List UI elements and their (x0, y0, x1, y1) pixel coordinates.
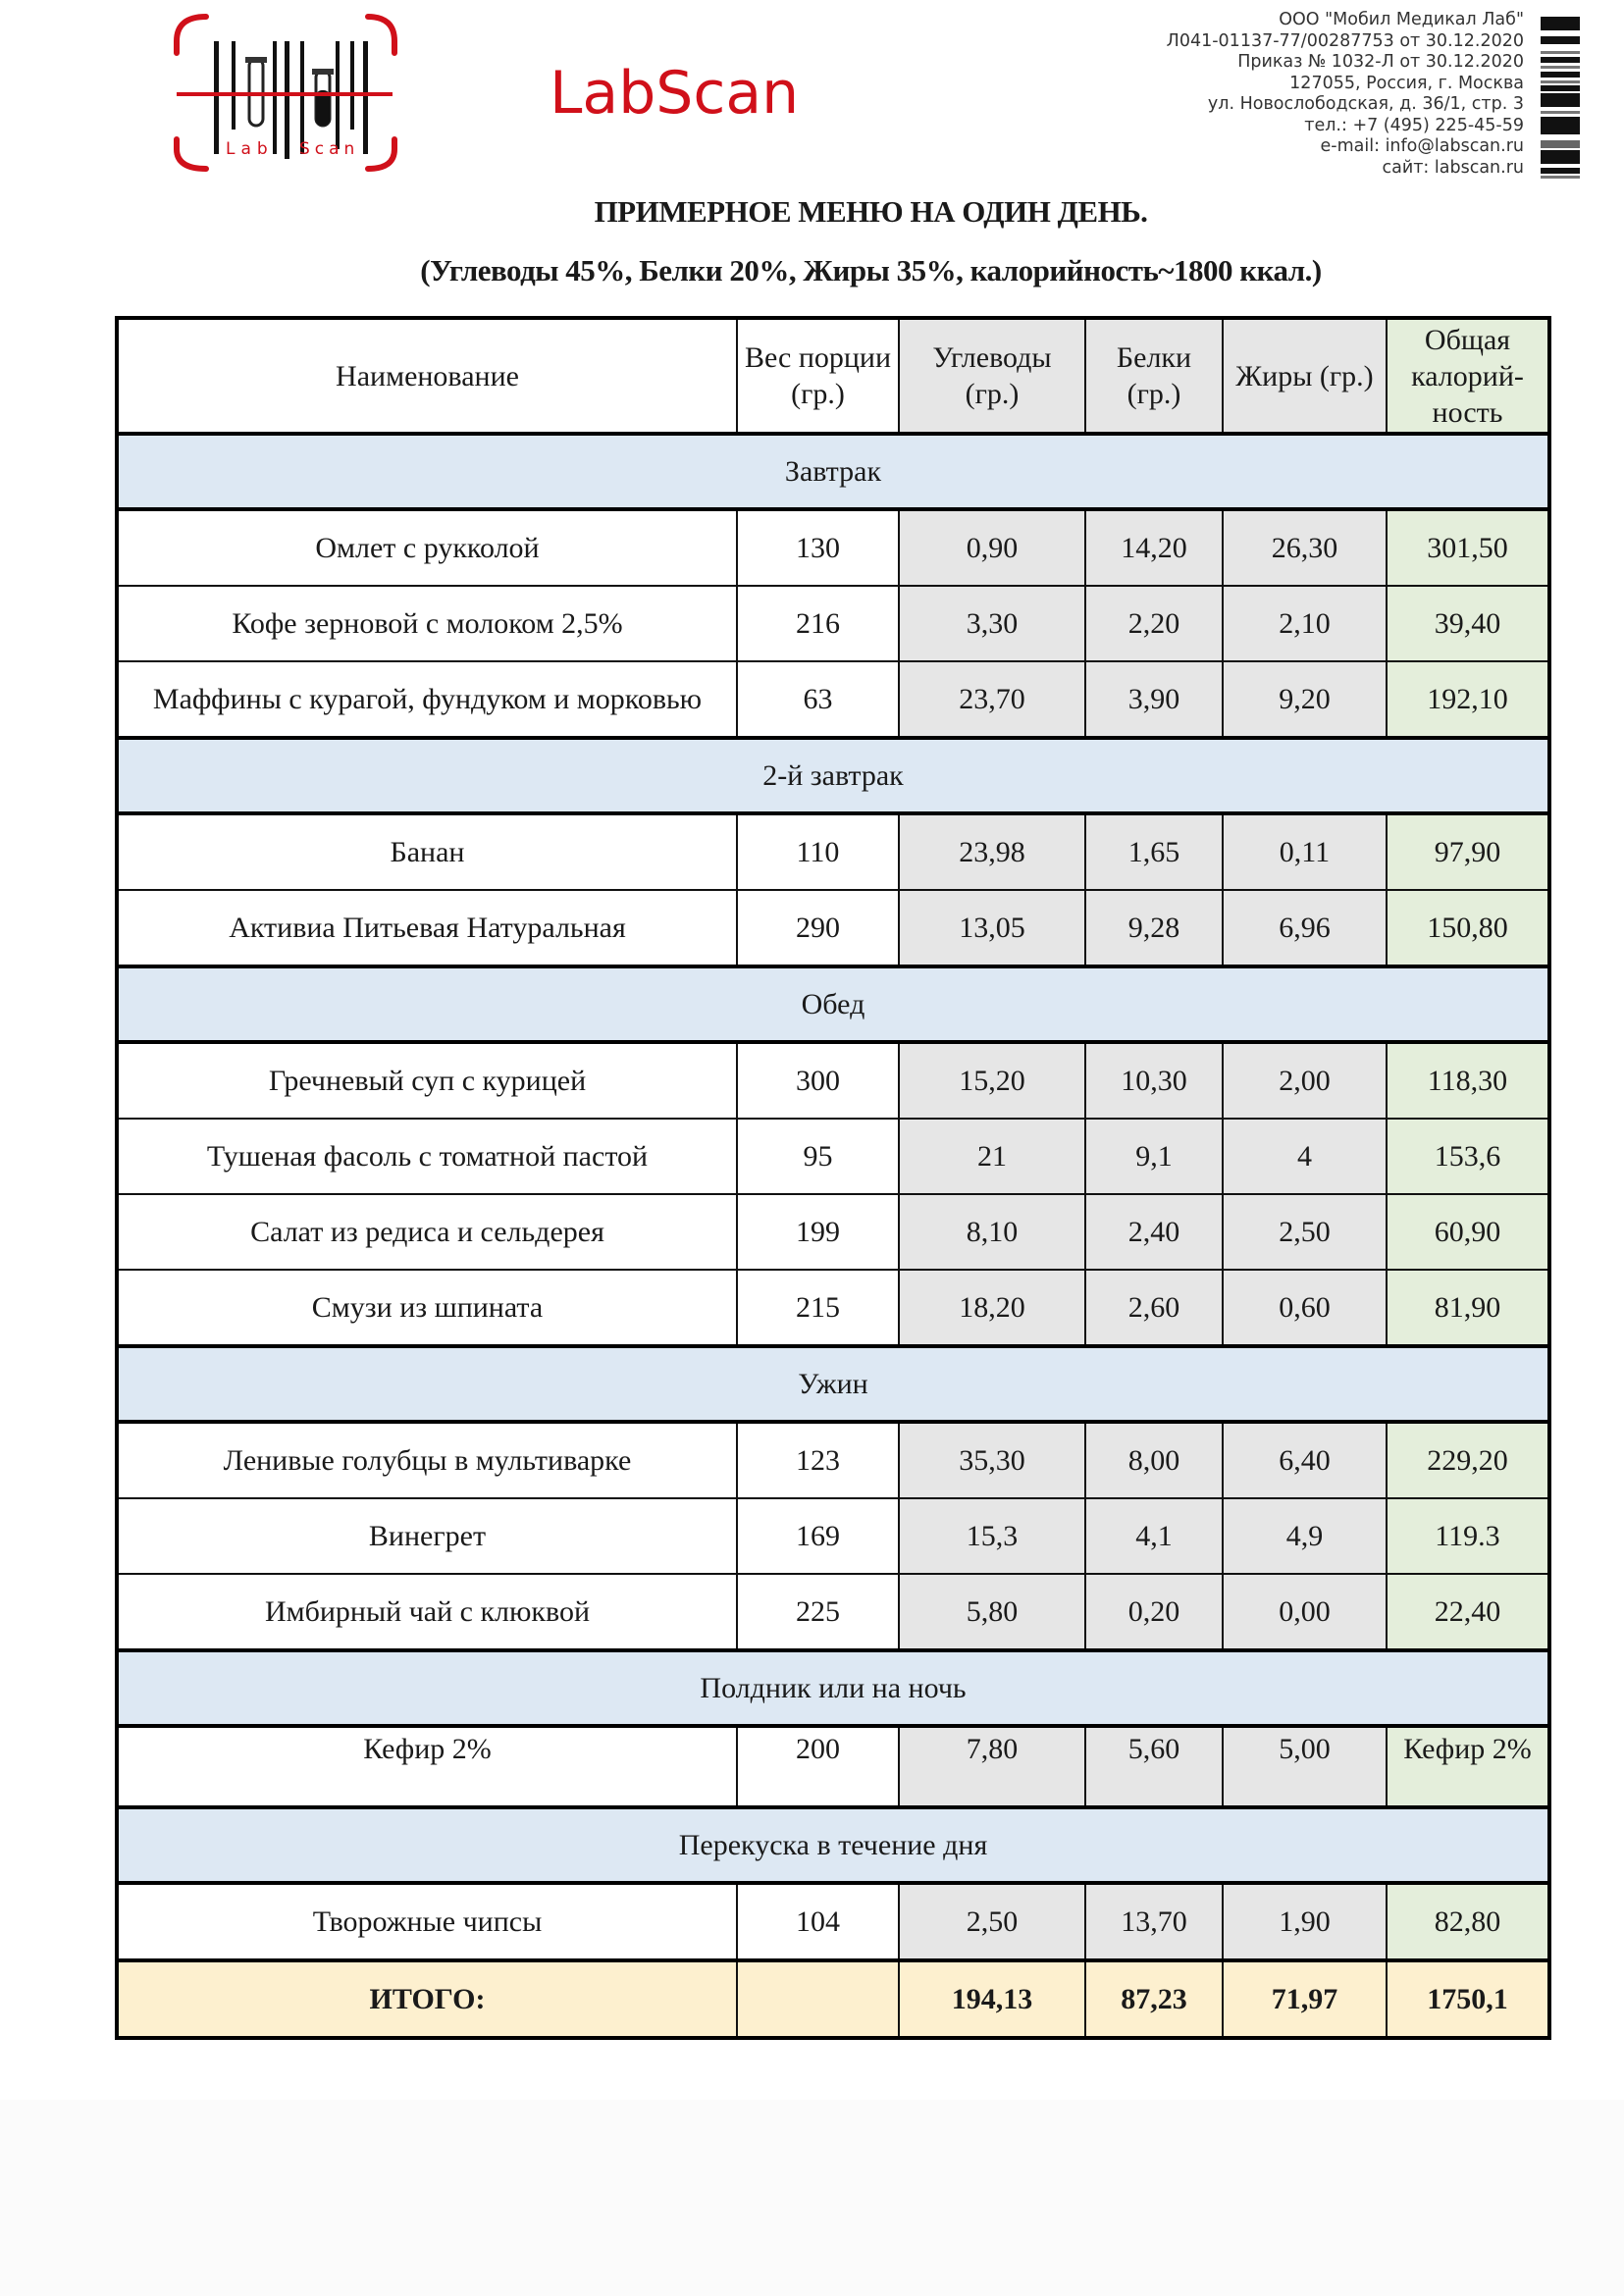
page-bottom-margin (0, 2100, 1624, 2296)
fat-value: 0,00 (1223, 1574, 1387, 1650)
total-protein: 87,23 (1085, 1960, 1223, 2038)
protein-value: 9,1 (1085, 1119, 1223, 1194)
website: сайт: labscan.ru (1382, 157, 1524, 178)
license-number: Л041-01137-77/00287753 от 30.12.2020 (1166, 30, 1524, 51)
carbs-value: 5,80 (899, 1574, 1085, 1650)
dish-name: Салат из редиса и сельдерея (117, 1194, 737, 1270)
calories-value: 119.3 (1387, 1498, 1549, 1574)
calories-value: 97,90 (1387, 813, 1549, 890)
dish-name: Тушеная фасоль с томатной пастой (117, 1119, 737, 1194)
table-row (117, 1574, 1549, 1650)
table-row (117, 661, 1549, 738)
fat-value: 0,11 (1223, 813, 1387, 890)
total-weight (737, 1960, 899, 2038)
protein-value: 10,30 (1085, 1042, 1223, 1119)
city-line: 127055, Россия, г. Москва (1289, 73, 1524, 93)
table-header-row (117, 318, 1549, 434)
column-header-protein: Белки (гр.) (1085, 318, 1223, 434)
company-info (1167, 10, 1524, 179)
table-row (117, 1119, 1549, 1194)
table-row (117, 1194, 1549, 1270)
protein-value: 1,65 (1085, 813, 1223, 890)
portion-weight: 104 (737, 1883, 899, 1960)
dish-name: Кефир 2% (117, 1726, 737, 1807)
calories-value: 22,40 (1387, 1574, 1549, 1650)
total-label: ИТОГО: (117, 1960, 737, 2038)
dish-name: Активиа Питьевая Натуральная (117, 890, 737, 966)
fat-value: 2,00 (1223, 1042, 1387, 1119)
dish-name: Гречневый суп с курицей (117, 1042, 737, 1119)
protein-value: 9,28 (1085, 890, 1223, 966)
dish-name: Смузи из шпината (117, 1270, 737, 1346)
table-row (117, 1726, 1549, 1807)
carbs-value: 3,30 (899, 586, 1085, 661)
table-row (117, 1883, 1549, 1960)
menu-table (115, 316, 1551, 2040)
carbs-value: 15,3 (899, 1498, 1085, 1574)
meal-section-row (117, 966, 1549, 1042)
table-row (117, 1042, 1549, 1119)
protein-value: 2,20 (1085, 586, 1223, 661)
calories-value: 150,80 (1387, 890, 1549, 966)
dish-name: Винегрет (117, 1498, 737, 1574)
fat-value: 5,00 (1223, 1726, 1387, 1807)
dish-name: Маффины с курагой, фундуком и морковью (117, 661, 737, 738)
calories-value: 39,40 (1387, 586, 1549, 661)
side-barcode-icon (1541, 15, 1582, 180)
calories-value: 118,30 (1387, 1042, 1549, 1119)
carbs-value: 7,80 (899, 1726, 1085, 1807)
meal-section-row (117, 1346, 1549, 1422)
column-header-carbs: Углеводы (гр.) (899, 318, 1085, 434)
carbs-value: 21 (899, 1119, 1085, 1194)
fat-value: 4,9 (1223, 1498, 1387, 1574)
meal-section-title: Перекуска в течение дня (117, 1807, 1549, 1883)
dish-name: Ленивые голубцы в мультиварке (117, 1422, 737, 1498)
calories-value: 81,90 (1387, 1270, 1549, 1346)
meal-section-row (117, 434, 1549, 509)
fat-value: 9,20 (1223, 661, 1387, 738)
street-address: ул. Новослободская, д. 36/1, стр. 3 (1207, 94, 1524, 114)
dish-name: Кофе зерновой с молоком 2,5% (117, 586, 737, 661)
portion-weight: 225 (737, 1574, 899, 1650)
protein-value: 2,60 (1085, 1270, 1223, 1346)
portion-weight: 130 (737, 509, 899, 586)
protein-value: 0,20 (1085, 1574, 1223, 1650)
total-calories: 1750,1 (1387, 1960, 1549, 2038)
protein-value: 2,40 (1085, 1194, 1223, 1270)
protein-value: 3,90 (1085, 661, 1223, 738)
carbs-value: 2,50 (899, 1883, 1085, 1960)
portion-weight: 95 (737, 1119, 899, 1194)
calories-value: 60,90 (1387, 1194, 1549, 1270)
protein-value: 14,20 (1085, 509, 1223, 586)
barcode-test-tube-icon (167, 12, 550, 174)
email: e-mail: info@labscan.ru (1320, 136, 1524, 156)
portion-weight: 215 (737, 1270, 899, 1346)
labscan-logo (167, 12, 800, 174)
document-subtitle: (Углеводы 45%, Белки 20%, Жиры 35%, калорийность~1800 ккал.) (420, 253, 1322, 287)
carbs-value: 35,30 (899, 1422, 1085, 1498)
table-row (117, 890, 1549, 966)
calories-value: Кефир 2% (1387, 1726, 1549, 1807)
table-row (117, 1422, 1549, 1498)
meal-section-title: 2-й завтрак (117, 738, 1549, 813)
dish-name: Имбирный чай с клюквой (117, 1574, 737, 1650)
calories-value: 192,10 (1387, 661, 1549, 738)
meal-section-title: Завтрак (117, 434, 1549, 509)
portion-weight: 169 (737, 1498, 899, 1574)
protein-value: 4,1 (1085, 1498, 1223, 1574)
total-row (117, 1960, 1549, 2038)
meal-section-title: Обед (117, 966, 1549, 1042)
fat-value: 1,90 (1223, 1883, 1387, 1960)
fat-value: 6,96 (1223, 890, 1387, 966)
calories-value: 82,80 (1387, 1883, 1549, 1960)
fat-value: 0,60 (1223, 1270, 1387, 1346)
column-header-calories: Общая калорий-ность (1387, 318, 1549, 434)
portion-weight: 216 (737, 586, 899, 661)
meal-section-title: Полдник или на ночь (117, 1650, 1549, 1726)
table-row (117, 1270, 1549, 1346)
logo-badge-left: Lab (226, 139, 274, 159)
company-name: ООО "Мобил Медикал Лаб" (1279, 10, 1524, 29)
portion-weight: 199 (737, 1194, 899, 1270)
table-row (117, 1498, 1549, 1574)
meal-section-row (117, 738, 1549, 813)
carbs-value: 23,70 (899, 661, 1085, 738)
meal-section-row (117, 1807, 1549, 1883)
meal-section-row (117, 1650, 1549, 1726)
total-fat: 71,97 (1223, 1960, 1387, 2038)
dish-name: Омлет с рукколой (117, 509, 737, 586)
carbs-value: 8,10 (899, 1194, 1085, 1270)
table-row (117, 586, 1549, 661)
column-header-name: Наименование (117, 318, 737, 434)
carbs-value: 18,20 (899, 1270, 1085, 1346)
portion-weight: 110 (737, 813, 899, 890)
protein-value: 8,00 (1085, 1422, 1223, 1498)
fat-value: 2,50 (1223, 1194, 1387, 1270)
order-number: Приказ № 1032-Л от 30.12.2020 (1237, 52, 1524, 72)
table-row (117, 813, 1549, 890)
column-header-fat: Жиры (гр.) (1223, 318, 1387, 434)
fat-value: 26,30 (1223, 509, 1387, 586)
dish-name: Банан (117, 813, 737, 890)
portion-weight: 300 (737, 1042, 899, 1119)
document-title: ПРИМЕРНОЕ МЕНЮ НА ОДИН ДЕНЬ. (594, 194, 1148, 229)
dish-name: Творожные чипсы (117, 1883, 737, 1960)
protein-value: 13,70 (1085, 1883, 1223, 1960)
calories-value: 301,50 (1387, 509, 1549, 586)
carbs-value: 15,20 (899, 1042, 1085, 1119)
carbs-value: 23,98 (899, 813, 1085, 890)
portion-weight: 290 (737, 890, 899, 966)
calories-value: 229,20 (1387, 1422, 1549, 1498)
protein-value: 5,60 (1085, 1726, 1223, 1807)
carbs-value: 0,90 (899, 509, 1085, 586)
portion-weight: 200 (737, 1726, 899, 1807)
table-row (117, 509, 1549, 586)
meal-section-title: Ужин (117, 1346, 1549, 1422)
calories-value: 153,6 (1387, 1119, 1549, 1194)
column-header-weight: Вес порции (гр.) (737, 318, 899, 434)
logo-badge-right: Scan (299, 139, 360, 159)
carbs-value: 13,05 (899, 890, 1085, 966)
fat-value: 6,40 (1223, 1422, 1387, 1498)
portion-weight: 123 (737, 1422, 899, 1498)
phone: тел.: +7 (495) 225-45-59 (1304, 115, 1524, 135)
brand-name: LabScan (550, 59, 800, 128)
fat-value: 4 (1223, 1119, 1387, 1194)
portion-weight: 63 (737, 661, 899, 738)
fat-value: 2,10 (1223, 586, 1387, 661)
total-carbs: 194,13 (899, 1960, 1085, 2038)
